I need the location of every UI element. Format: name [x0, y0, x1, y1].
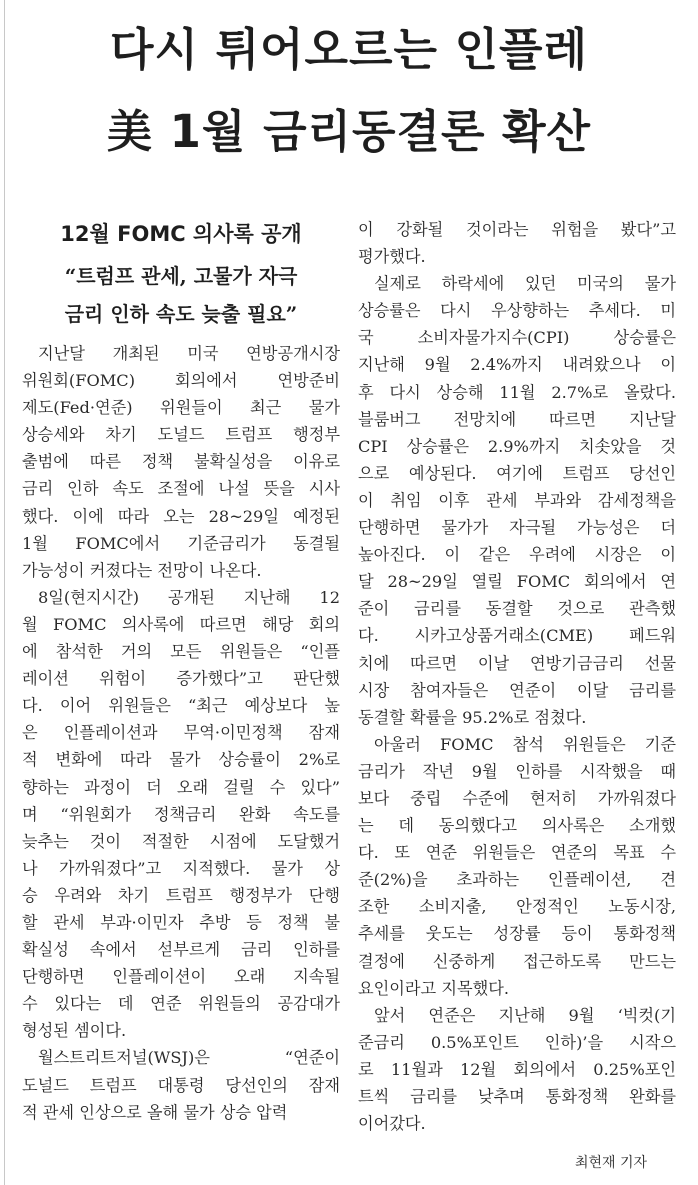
text-line: 월스트리트저널(WSJ)은 “연준이 [38, 1048, 340, 1068]
text-line: 준금리 0.5%포인트 인하)’을 시작으 [358, 1032, 676, 1052]
text-line: 국 소비자물가지수(CPI) 상승률은 [358, 328, 676, 348]
text-line: 달 28~29일 열릴 FOMC 회의에서 연 [358, 572, 676, 592]
text-line: 할 관세 부과·이민자 추방 등 정책 불 [22, 912, 340, 932]
text-line: 시장 참여자들은 연준이 이달 금리를 [358, 680, 676, 700]
text-line: 상승세와 차기 도널드 트럼프 행정부 [22, 425, 340, 445]
text-line: 나 가까워졌다”고 지적했다. 물가 상 [22, 858, 340, 878]
text-line: 다. 시카고상품거래소(CME) 페드워 [358, 626, 676, 646]
text-line: 단행하면 인플레이션이 오래 지속될 [22, 967, 340, 987]
text-line: 에 참석한 거의 모든 위원들은 “인플 [22, 642, 340, 662]
text-line: 준(2%)을 초과하는 인플레이션, 견 [358, 870, 676, 890]
text-line: 트씩 금리를 낮추며 통화정책 완화를 [358, 1087, 676, 1106]
text-line: 향하는 과정이 더 오래 걸릴 수 있다” [22, 777, 340, 797]
text-line: 결정에 신중하게 접근하도록 만드는 [358, 951, 676, 971]
text-line: 높아진다. 이 같은 우려에 시장은 이 [358, 545, 676, 565]
text-line: 로 11월과 12월 회의에서 0.25%포인 [358, 1059, 676, 1079]
text-line: 준이 금리를 동결할 것으로 관측했 [358, 599, 676, 619]
text-line: 적 변화에 따라 물가 상승률이 2%로 [22, 750, 340, 770]
byline: 최현재 기자 [575, 1155, 648, 1171]
subheadline-2: “트럼프 관세, 고물가 자극 [64, 264, 298, 288]
text-line: 앞서 연준은 지난해 9월 ‘빅컷(기 [374, 1005, 676, 1025]
text-line: 금리 인하 속도 조절에 나설 뜻을 시사 [22, 479, 340, 499]
text-line: 블룸버그 전망치에 따르면 지난달 [358, 409, 676, 429]
text-line: 이 강화될 것이라는 위험을 봤다”고 [358, 220, 676, 239]
text-line: 며 “위원회가 정책금리 완화 속도를 [22, 804, 340, 824]
text-line: 지난달 개최된 미국 연방공개시장 [38, 344, 340, 363]
headline-line-1: 다시 튀어오르는 인플레 [109, 23, 589, 76]
text-line: 은 인플레이션과 무역·이민정책 잠재 [22, 723, 340, 743]
text-line: 월 FOMC 의사록에 따르면 해당 회의 [22, 614, 340, 634]
text-line: 금리가 작년 9월 인하를 시작했을 때 [358, 761, 676, 781]
text-line: 확실성 속에서 섣부르게 금리 인하를 [22, 940, 340, 960]
text-line: 가능성이 커졌다는 전망이 나온다. [22, 560, 262, 580]
text-line: 제도(Fed·연준) 위원들이 최근 물가 [22, 398, 340, 418]
text-line: 1월 FOMC에서 기준금리가 동결될 [22, 533, 340, 553]
text-line: 적 관세 인상으로 올해 물가 상승 압력 [22, 1102, 288, 1122]
text-line: 승 우려와 차기 트럼프 행정부가 단행 [22, 885, 340, 905]
text-line: 치에 따르면 이날 연방기금금리 선물 [358, 653, 676, 673]
text-line: 지난해 9월 2.4%까지 내려왔으나 이 [358, 355, 676, 375]
text-line: 이어갔다. [358, 1114, 426, 1134]
text-line: 다. 또 연준 위원들은 연준의 목표 수 [358, 843, 676, 863]
subheadline-1: 12월 FOMC 의사록 공개 [60, 222, 302, 246]
text-line: 후 다시 상승해 11월 2.7%로 올랐다. [358, 382, 676, 402]
text-line: 요인이라고 지목했다. [358, 978, 510, 998]
text-line: 동결할 확률을 95.2%로 점쳤다. [358, 707, 587, 727]
text-line: 추세를 웃도는 성장률 등이 통화정책 [358, 924, 676, 944]
text-line: 레이션 위험이 증가했다”고 판단했 [22, 669, 340, 689]
text-line: 조한 소비지출, 안정적인 노동시장, [358, 897, 676, 917]
text-line: 8일(현지시간) 공개된 지난해 12 [38, 587, 340, 607]
text-line: 아울러 FOMC 참석 위원들은 기준 [374, 734, 676, 754]
article-column-left [22, 340, 340, 1126]
text-line: CPI 상승률은 2.9%까지 치솟았을 것 [358, 436, 676, 456]
text-line: 위원회(FOMC) 회의에서 연방준비 [22, 371, 340, 391]
text-line: 도널드 트럼프 대통령 당선인의 잠재 [22, 1075, 340, 1095]
text-line: 보다 중립 수준에 현저히 가까워졌다 [358, 788, 676, 808]
subheadline-3: 금리 인하 속도 늦출 필요” [64, 302, 298, 326]
text-line: 평가했다. [358, 247, 426, 267]
text-line: 상승률은 다시 우상향하는 추세다. 미 [358, 301, 676, 321]
text-line: 했다. 이에 따라 오는 28~29일 예정된 [22, 506, 340, 526]
text-line: 는 데 동의했다고 의사록은 소개했 [358, 816, 676, 836]
text-line: 늦추는 것이 적절한 시점에 도달했거 [22, 831, 340, 851]
column-rule [4, 0, 5, 1185]
text-line: 출범에 따른 정책 불확실성을 이유로 [22, 452, 340, 472]
text-line: 실제로 하락세에 있던 미국의 물가 [374, 274, 676, 294]
article-column-right [358, 216, 676, 1137]
text-line: 다. 이어 위원들은 “최근 예상보다 높 [22, 696, 340, 716]
text-line: 으로 예상된다. 여기에 트럼프 당선인 [358, 463, 676, 483]
headline-line-2: 美 1월 금리동결론 확산 [106, 105, 592, 158]
text-line: 형성된 셈이다. [22, 1021, 127, 1041]
text-line: 단행하면 물가가 자극될 가능성은 더 [358, 518, 676, 538]
text-line: 수 있다는 데 연준 위원들의 공감대가 [22, 994, 340, 1014]
text-line: 이 취임 이후 관세 부과와 감세정책을 [358, 490, 676, 510]
